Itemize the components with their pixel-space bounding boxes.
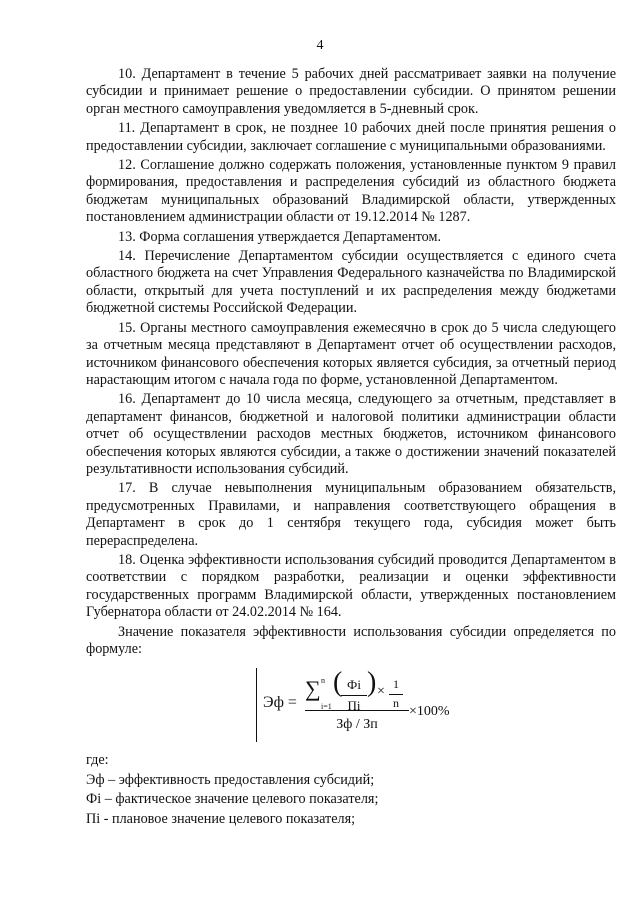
where-label: где:: [86, 752, 109, 769]
paragraph-10: 10. Департамент в течение 5 рабочих дней рассматривает заявки на получение субсидии и принимает решение о предоставлении субсидии. О принятом решении орган местного самоуправления уведомляется в 5-дневный срок.: [86, 66, 616, 117]
inner-fraction: [341, 676, 367, 714]
formula-intro: Значение показателя эффективности использования субсидии определяется по формуле:: [86, 623, 616, 657]
one-over-n-numerator: 1: [389, 676, 403, 694]
one-over-n-denominator: n: [393, 695, 399, 710]
paren-right: ): [367, 667, 377, 699]
efficiency-formula: [256, 668, 507, 742]
paragraph-18: 18. Оценка эффективности использования субсидий проводится Департаментом в соответствии с порядком разработки, реализации и оценки эффективности государственных программ Владимирской области, утвержденных постановлением Губернатора области от 24.02.2014 № 164.: [86, 551, 616, 621]
formula-denominator: Зф / Зп: [336, 717, 378, 733]
paragraph-14: 14. Перечисление Департаментом субсидии осуществляется с единого счета областного бюджета на счет Управления Федерального казначейства по Владимирской области, открытый для учета поступлений и их распределения между бюджетами бюджетной системы Российской Федерации.: [86, 248, 616, 317]
definition-ef: Эф – эффективность предоставления субсидий;: [86, 771, 375, 788]
paragraph-13: 13. Форма соглашения утверждается Департаментом.: [118, 228, 442, 245]
formula-main-fraction: [305, 667, 409, 733]
sum-symbol: ∑: [305, 676, 321, 702]
sum-limit-top: n: [321, 676, 325, 686]
paragraph-17: 17. В случае невыполнения муниципальным образованием обязательств, предусмотренных Правилами, и направления соответствующего обращения в Департамент в срок до 1 сентября текущего года, субсидия может быть перераспределена.: [86, 480, 616, 549]
formula-lhs: Эф =: [263, 694, 297, 712]
times-sign: ×: [377, 684, 385, 700]
formula-multiplier: ×100%: [409, 704, 450, 720]
fraction-bar: [305, 710, 409, 711]
document-body: [86, 66, 616, 830]
one-over-n: [389, 676, 403, 712]
formula-numerator: [305, 667, 409, 713]
inner-denominator: Пi: [347, 697, 361, 713]
paragraph-12: 12. Соглашение должно содержать положения, установленные пунктом 9 правил формирования, предоставления и распределения субсидий из областного бюджета бюджетам муниципальных образований Владимирской области, утвержденных постановлением администрации области от 19.12.2014 № 1287.: [86, 157, 616, 226]
definition-fi: Фi – фактическое значение целевого показателя;: [86, 791, 379, 808]
paragraph-15: 15. Органы местного самоуправления ежемесячно в срок до 5 числа следующего за отчетным месяца представляют в Департамент отчет об осуществлении расходов, источником финансового обеспечения которых является субсидия, за отчетный период нарастающим итогом с начала года по форме, установленной Департаментом.: [86, 319, 616, 388]
formula-block: [86, 668, 616, 746]
paragraph-16: 16. Департамент до 10 числа месяца, следующего за отчетным, представляет в департамент финансов, бюджетной и налоговой политики администрации области отчет об осуществлении расходов местных бюджетов, источником финансового обеспечения которых являются субсидии, а также о достижении значений показателей результативности использования субсидий.: [86, 391, 616, 477]
paragraph-11: 11. Департамент в срок, не позднее 10 рабочих дней после принятия решения о предоставлении субсидии, заключает соглашение с муниципальными образованиями.: [86, 120, 616, 154]
paren-left: (: [333, 667, 343, 699]
definition-pi: Пi - плановое значение целевого показателя;: [86, 810, 356, 827]
sum-limit-bottom: i=1: [321, 702, 332, 712]
inner-numerator: Фi: [341, 676, 367, 695]
page-number: 4: [316, 38, 324, 53]
